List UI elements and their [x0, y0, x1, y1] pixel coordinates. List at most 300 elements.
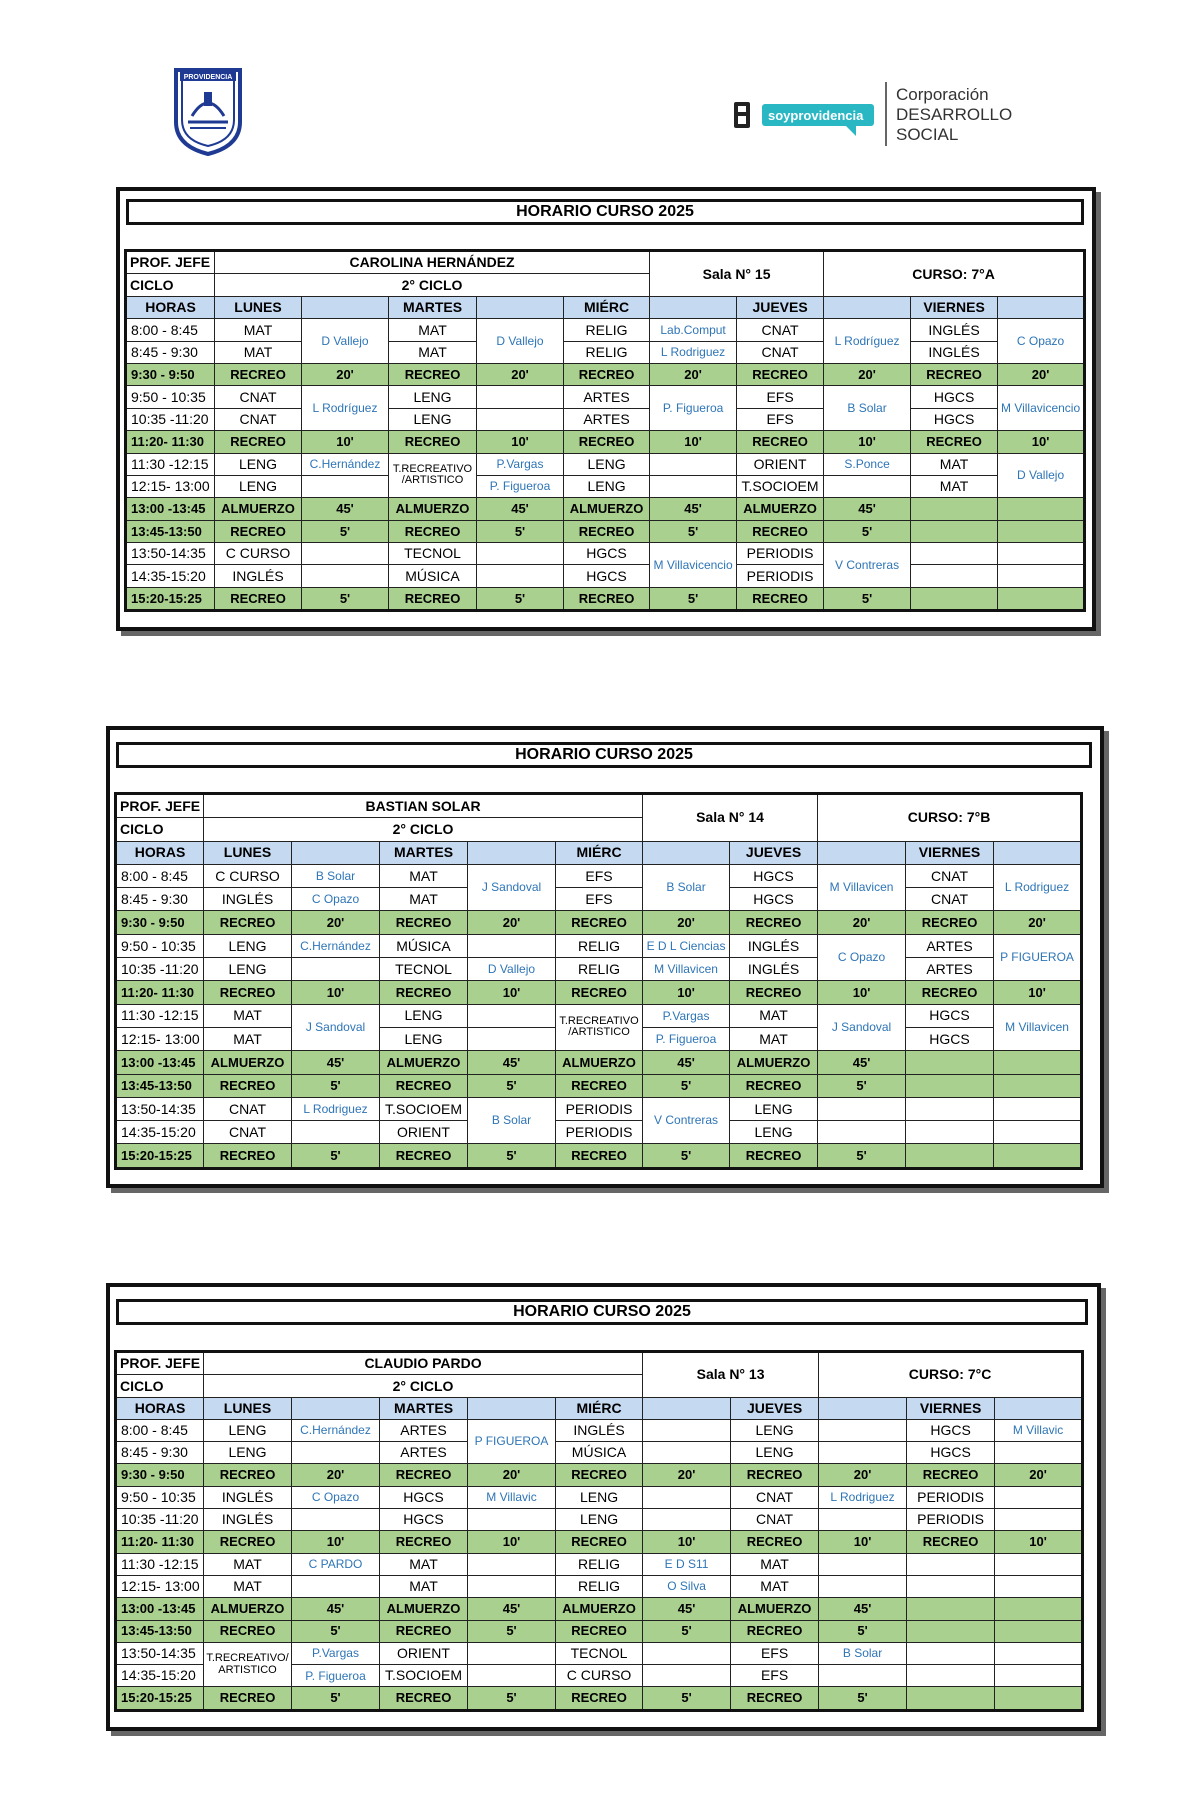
- lunes-cell: RECREO: [204, 911, 292, 934]
- viernes-cell: HGCS: [911, 408, 998, 430]
- mierc-cell: RECREO: [556, 1464, 643, 1486]
- header-mierc-prof: [643, 841, 730, 864]
- header-lunes: LUNES: [204, 841, 292, 864]
- jueves-cell: CNAT: [737, 341, 824, 363]
- header-mierc: MIÉRC: [556, 1397, 643, 1419]
- lunes-cell: CNAT: [204, 1121, 292, 1144]
- header-mierc-prof: [643, 1397, 731, 1419]
- viernes-cell: [907, 1575, 995, 1597]
- viernes-prof-cell: 20': [994, 911, 1082, 934]
- header-mierc: MIÉRC: [556, 841, 643, 864]
- lunes-prof-cell: 10': [292, 981, 380, 1004]
- mierc-prof-cell: P. Figueroa: [650, 386, 737, 431]
- jueves-prof-cell: L Rodriguez: [819, 1486, 907, 1508]
- horas-cell: 11:20- 11:30: [116, 981, 204, 1004]
- martes-prof-cell: 20': [468, 1464, 556, 1486]
- jueves-cell: ALMUERZO: [730, 1051, 818, 1074]
- martes-prof-cell: [477, 543, 564, 565]
- viernes-cell: MAT: [911, 453, 998, 475]
- curso-name: CURSO: 7°B: [818, 794, 1082, 842]
- martes-prof-cell: 10': [477, 431, 564, 453]
- martes-prof-cell: [468, 1509, 556, 1531]
- lunes-cell: LENG: [204, 934, 292, 957]
- schedule-row: [126, 453, 1085, 475]
- viernes-cell: HGCS: [911, 386, 998, 408]
- prof-jefe-row: [116, 794, 1082, 818]
- jueves-prof-cell: B Solar: [819, 1642, 907, 1664]
- martes-cell: ALMUERZO: [380, 1051, 468, 1074]
- viernes-cell: HGCS: [907, 1442, 995, 1464]
- martes-prof-cell: [477, 565, 564, 587]
- schedule-title: HORARIO CURSO 2025: [116, 1299, 1088, 1325]
- schedule-row: [126, 341, 1085, 363]
- lunes-prof-cell: C.Hernández: [292, 1419, 380, 1441]
- jueves-cell: RECREO: [730, 1144, 818, 1168]
- jueves-prof-cell: L Rodríguez: [824, 319, 911, 364]
- mierc-cell: INGLÉS: [556, 1419, 643, 1441]
- horas-cell: 11:30 -12:15: [116, 1004, 204, 1027]
- viernes-cell: [906, 1097, 994, 1120]
- jueves-cell: EFS: [737, 408, 824, 430]
- jueves-cell: EFS: [731, 1665, 819, 1687]
- horas-cell: 8:45 - 9:30: [116, 1442, 204, 1464]
- jueves-prof-cell: S.Ponce: [824, 453, 911, 475]
- viernes-prof-cell: [998, 587, 1085, 610]
- schedule-row: [126, 431, 1085, 453]
- ciclo-value: 2° CICLO: [204, 1375, 643, 1397]
- viernes-prof-cell: P FIGUEROA: [994, 934, 1082, 981]
- martes-prof-cell: 10': [468, 981, 556, 1004]
- prof-jefe-name: CAROLINA HERNÁNDEZ: [215, 251, 650, 274]
- mierc-cell: RECREO: [556, 1620, 643, 1642]
- schedule-row: [116, 1051, 1082, 1074]
- jueves-prof-cell: [819, 1553, 907, 1575]
- martes-cell: TECNOL: [380, 958, 468, 981]
- mierc-prof-cell: [643, 1419, 731, 1441]
- mierc-prof-cell: 5': [650, 520, 737, 542]
- horas-cell: 13:50-14:35: [116, 1097, 204, 1120]
- mierc-cell: RELIG: [564, 319, 650, 341]
- viernes-prof-cell: 20': [998, 363, 1085, 385]
- mierc-prof-cell: P.Vargas: [643, 1004, 730, 1027]
- martes-prof-cell: [477, 408, 564, 430]
- lunes-cell: RECREO: [204, 1144, 292, 1168]
- viernes-prof-cell: D Vallejo: [998, 453, 1085, 498]
- jueves-prof-cell: 5': [824, 520, 911, 542]
- lunes-cell: RECREO: [204, 1074, 292, 1097]
- sala-number: Sala N° 14: [643, 794, 818, 842]
- corp-line-2: DESARROLLO: [896, 105, 1013, 124]
- martes-cell: RECREO: [389, 431, 477, 453]
- martes-cell: HGCS: [380, 1509, 468, 1531]
- crest-top-text: PROVIDENCIA: [183, 74, 233, 81]
- horas-cell: 12:15- 13:00: [116, 1575, 204, 1597]
- jueves-cell: RECREO: [737, 431, 824, 453]
- schedule-row: [126, 543, 1085, 565]
- martes-cell: HGCS: [380, 1486, 468, 1508]
- jueves-prof-cell: [819, 1575, 907, 1597]
- schedule-row: [116, 1687, 1083, 1710]
- mierc-cell: ARTES: [564, 386, 650, 408]
- schedule-7a: [116, 187, 1096, 631]
- martes-prof-cell: 5': [477, 520, 564, 542]
- martes-prof-cell: 5': [468, 1620, 556, 1642]
- jueves-prof-cell: [818, 1121, 906, 1144]
- header-martes: MARTES: [380, 841, 468, 864]
- martes-prof-cell: [468, 1575, 556, 1597]
- martes-cell: RECREO: [389, 587, 477, 610]
- ciclo-label: CICLO: [126, 274, 215, 296]
- viernes-prof-cell: [995, 1486, 1083, 1508]
- viernes-prof-cell: [994, 1121, 1082, 1144]
- jueves-cell: CNAT: [737, 319, 824, 341]
- lunes-prof-cell: [292, 1442, 380, 1464]
- jueves-prof-cell: [819, 1665, 907, 1687]
- lunes-prof-cell: 20': [292, 911, 380, 934]
- martes-cell: RECREO: [380, 1687, 468, 1710]
- lunes-cell: ALMUERZO: [215, 498, 302, 520]
- header-horas: HORAS: [126, 296, 215, 318]
- martes-cell: MAT: [380, 1575, 468, 1597]
- jueves-prof-cell: B Solar: [824, 386, 911, 431]
- lunes-prof-cell: L Rodríguez: [302, 386, 389, 431]
- martes-cell: RECREO: [389, 520, 477, 542]
- lunes-cell: RECREO: [204, 1464, 292, 1486]
- mierc-cell: C CURSO: [556, 1665, 643, 1687]
- mierc-prof-cell: 5': [643, 1687, 731, 1710]
- jueves-cell: RECREO: [731, 1531, 819, 1553]
- header-jueves-prof: [819, 1397, 907, 1419]
- mierc-cell: T.RECREATIVO /ARTISTICO: [556, 1004, 643, 1051]
- viernes-cell: PERIODIS: [907, 1509, 995, 1531]
- mierc-cell: RELIG: [556, 1553, 643, 1575]
- lunes-cell: CNAT: [204, 1097, 292, 1120]
- lunes-prof-cell: C Opazo: [292, 888, 380, 911]
- prof-jefe-name: BASTIAN SOLAR: [204, 794, 643, 818]
- mierc-prof-cell: [643, 1642, 731, 1664]
- jueves-cell: PERIODIS: [737, 565, 824, 587]
- lunes-cell: MAT: [215, 319, 302, 341]
- martes-cell: LENG: [389, 408, 477, 430]
- prof-jefe-name: CLAUDIO PARDO: [204, 1352, 643, 1375]
- jueves-cell: RECREO: [730, 911, 818, 934]
- schedule-7c: [106, 1283, 1101, 1731]
- viernes-cell: RECREO: [906, 911, 994, 934]
- jueves-prof-cell: 10': [824, 431, 911, 453]
- header-martes-prof: [477, 296, 564, 318]
- header-jueves: JUEVES: [737, 296, 824, 318]
- schedule-row: [126, 386, 1085, 408]
- viernes-prof-cell: 10': [994, 981, 1082, 1004]
- lunes-prof-cell: C.Hernández: [302, 453, 389, 475]
- lunes-prof-cell: 5': [292, 1144, 380, 1168]
- schedule-table: [114, 1350, 1084, 1712]
- viernes-prof-cell: C Opazo: [998, 319, 1085, 364]
- schedule-row: [116, 1486, 1083, 1508]
- martes-prof-cell: [468, 1665, 556, 1687]
- jueves-cell: RECREO: [737, 587, 824, 610]
- horas-cell: 10:35 -11:20: [116, 1509, 204, 1531]
- viernes-cell: [911, 498, 998, 520]
- jueves-prof-cell: 20': [819, 1464, 907, 1486]
- lunes-prof-cell: C Opazo: [292, 1486, 380, 1508]
- corp-line-3: SOCIAL: [896, 125, 959, 144]
- jueves-prof-cell: [818, 1097, 906, 1120]
- lunes-cell: INGLÉS: [204, 888, 292, 911]
- horas-cell: 14:35-15:20: [116, 1121, 204, 1144]
- corp-line-1: Corporación: [896, 85, 989, 104]
- header-lunes: LUNES: [215, 296, 302, 318]
- viernes-cell: CNAT: [906, 864, 994, 887]
- lunes-prof-cell: [292, 1121, 380, 1144]
- horas-cell: 15:20-15:25: [116, 1687, 204, 1710]
- viernes-prof-cell: [995, 1642, 1083, 1664]
- header-jueves: JUEVES: [731, 1397, 819, 1419]
- martes-cell: MAT: [380, 864, 468, 887]
- schedule-row: [116, 1553, 1083, 1575]
- martes-prof-cell: 5': [477, 587, 564, 610]
- jueves-prof-cell: V Contreras: [824, 543, 911, 588]
- mierc-prof-cell: 5': [643, 1620, 731, 1642]
- martes-prof-cell: [477, 386, 564, 408]
- jueves-cell: CNAT: [731, 1486, 819, 1508]
- martes-prof-cell: 5': [468, 1687, 556, 1710]
- mierc-prof-cell: M Villavicen: [643, 958, 730, 981]
- viernes-prof-cell: [995, 1442, 1083, 1464]
- lunes-cell: INGLÉS: [215, 565, 302, 587]
- lunes-cell: C CURSO: [204, 864, 292, 887]
- day-header-row: [116, 841, 1082, 864]
- martes-cell: MÚSICA: [380, 934, 468, 957]
- viernes-cell: MAT: [911, 475, 998, 497]
- viernes-prof-cell: [995, 1687, 1083, 1710]
- schedule-row: [126, 587, 1085, 610]
- lunes-cell: INGLÉS: [204, 1486, 292, 1508]
- jueves-prof-cell: 45': [818, 1051, 906, 1074]
- mierc-cell: LENG: [564, 475, 650, 497]
- horas-cell: 11:20- 11:30: [116, 1531, 204, 1553]
- martes-prof-cell: 45': [477, 498, 564, 520]
- jueves-cell: LENG: [730, 1121, 818, 1144]
- mierc-prof-cell: [643, 1509, 731, 1531]
- lunes-prof-cell: J Sandoval: [292, 1004, 380, 1051]
- viernes-prof-cell: 10': [995, 1531, 1083, 1553]
- schedule-row: [116, 1121, 1082, 1144]
- mierc-cell: PERIODIS: [556, 1097, 643, 1120]
- schedule-row: [116, 1419, 1083, 1441]
- lunes-cell: RECREO: [215, 587, 302, 610]
- martes-prof-cell: [468, 1553, 556, 1575]
- viernes-prof-cell: [998, 543, 1085, 565]
- horas-cell: 13:50-14:35: [126, 543, 215, 565]
- lunes-cell: ALMUERZO: [204, 1051, 292, 1074]
- mierc-prof-cell: [643, 1442, 731, 1464]
- corporacion-logos: [728, 80, 1018, 150]
- horas-cell: 8:45 - 9:30: [126, 341, 215, 363]
- mierc-cell: RELIG: [556, 958, 643, 981]
- horas-cell: 9:50 - 10:35: [116, 934, 204, 957]
- prof-jefe-row: [126, 251, 1085, 274]
- martes-cell: MAT: [380, 1553, 468, 1575]
- lunes-prof-cell: 5': [302, 587, 389, 610]
- mierc-prof-cell: 20': [643, 1464, 731, 1486]
- schedule-row: [126, 498, 1085, 520]
- viernes-prof-cell: [995, 1665, 1083, 1687]
- mierc-prof-cell: M Villavicencio: [650, 543, 737, 588]
- viernes-cell: INGLÉS: [911, 341, 998, 363]
- viernes-prof-cell: [995, 1620, 1083, 1642]
- header-viernes-prof: [995, 1397, 1083, 1419]
- lunes-prof-cell: 5': [302, 520, 389, 542]
- jueves-prof-cell: [819, 1442, 907, 1464]
- jueves-cell: ALMUERZO: [731, 1598, 819, 1620]
- viernes-cell: [906, 1144, 994, 1168]
- schedule-row: [116, 1074, 1082, 1097]
- curso-name: CURSO: 7°C: [819, 1352, 1083, 1398]
- horas-cell: 9:50 - 10:35: [116, 1486, 204, 1508]
- martes-prof-cell: [468, 934, 556, 957]
- martes-cell: RECREO: [389, 363, 477, 385]
- lunes-cell: MAT: [204, 1027, 292, 1050]
- mierc-cell: LENG: [564, 453, 650, 475]
- jueves-cell: RECREO: [731, 1620, 819, 1642]
- mierc-prof-cell: [650, 475, 737, 497]
- horas-cell: 8:00 - 8:45: [116, 1419, 204, 1441]
- martes-prof-cell: [468, 1004, 556, 1027]
- mierc-cell: RELIG: [564, 341, 650, 363]
- viernes-prof-cell: M Villavicen: [994, 1004, 1082, 1051]
- lunes-cell: INGLÉS: [204, 1509, 292, 1531]
- lunes-prof-cell: P. Figueroa: [292, 1665, 380, 1687]
- viernes-cell: HGCS: [907, 1419, 995, 1441]
- jueves-cell: EFS: [731, 1642, 819, 1664]
- viernes-prof-cell: 10': [998, 431, 1085, 453]
- lunes-prof-cell: 20': [292, 1464, 380, 1486]
- horas-cell: 13:45-13:50: [116, 1620, 204, 1642]
- viernes-cell: [906, 1074, 994, 1097]
- jueves-cell: T.SOCIOEM: [737, 475, 824, 497]
- header-horas: HORAS: [116, 841, 204, 864]
- lunes-prof-cell: 45': [292, 1598, 380, 1620]
- schedule-row: [126, 520, 1085, 542]
- horas-cell: 12:15- 13:00: [126, 475, 215, 497]
- schedule-row: [116, 1642, 1083, 1664]
- header-viernes: VIERNES: [911, 296, 998, 318]
- jueves-prof-cell: M Villavicen: [818, 864, 906, 911]
- martes-cell: LENG: [380, 1027, 468, 1050]
- lunes-prof-cell: D Vallejo: [302, 319, 389, 364]
- martes-cell: MÚSICA: [389, 565, 477, 587]
- day-header-row: [116, 1397, 1083, 1419]
- header-jueves-prof: [818, 841, 906, 864]
- horas-cell: 9:50 - 10:35: [126, 386, 215, 408]
- martes-cell: T.SOCIOEM: [380, 1097, 468, 1120]
- viernes-prof-cell: M Villavicencio: [998, 386, 1085, 431]
- lunes-prof-cell: L Rodriguez: [292, 1097, 380, 1120]
- header-viernes: VIERNES: [907, 1397, 995, 1419]
- jueves-cell: LENG: [731, 1442, 819, 1464]
- header-viernes-prof: [998, 296, 1085, 318]
- header-mierc: MIÉRC: [564, 296, 650, 318]
- mierc-cell: ALMUERZO: [556, 1598, 643, 1620]
- lunes-prof-cell: [302, 565, 389, 587]
- jueves-cell: HGCS: [730, 888, 818, 911]
- mierc-cell: LENG: [556, 1509, 643, 1531]
- mierc-cell: EFS: [556, 864, 643, 887]
- martes-prof-cell: 45': [468, 1051, 556, 1074]
- ciclo-label: CICLO: [116, 1375, 204, 1397]
- header-viernes: VIERNES: [906, 841, 994, 864]
- lunes-prof-cell: [292, 958, 380, 981]
- jueves-cell: RECREO: [737, 363, 824, 385]
- lunes-cell: C CURSO: [215, 543, 302, 565]
- lunes-cell: MAT: [215, 341, 302, 363]
- header-lunes-prof: [292, 1397, 380, 1419]
- schedule-7b: [106, 726, 1104, 1188]
- day-header-row: [126, 296, 1085, 318]
- schedule-row: [116, 1598, 1083, 1620]
- horas-cell: 10:35 -11:20: [126, 408, 215, 430]
- prof-jefe-label: PROF. JEFE: [116, 794, 204, 818]
- martes-cell: RECREO: [380, 911, 468, 934]
- mierc-cell: RECREO: [564, 363, 650, 385]
- mierc-prof-cell: 5': [650, 587, 737, 610]
- ciclo-value: 2° CICLO: [204, 818, 643, 841]
- martes-prof-cell: B Solar: [468, 1097, 556, 1144]
- horas-cell: 13:00 -13:45: [116, 1051, 204, 1074]
- martes-cell: LENG: [389, 386, 477, 408]
- mierc-prof-cell: 5': [643, 1144, 730, 1168]
- martes-prof-cell: 45': [468, 1598, 556, 1620]
- schedule-table: [124, 249, 1086, 612]
- martes-prof-cell: 5': [468, 1074, 556, 1097]
- martes-prof-cell: 20': [468, 911, 556, 934]
- viernes-cell: [907, 1598, 995, 1620]
- lunes-cell: CNAT: [215, 386, 302, 408]
- mierc-cell: RECREO: [564, 587, 650, 610]
- martes-cell: MAT: [389, 341, 477, 363]
- martes-prof-cell: P FIGUEROA: [468, 1419, 556, 1464]
- mierc-cell: EFS: [556, 888, 643, 911]
- mierc-prof-cell: L Rodriguez: [650, 341, 737, 363]
- schedule-row: [116, 864, 1082, 887]
- lunes-cell: RECREO: [204, 1531, 292, 1553]
- header-jueves-prof: [824, 296, 911, 318]
- schedule-row: [116, 1509, 1083, 1531]
- viernes-cell: [907, 1687, 995, 1710]
- lunes-prof-cell: [302, 543, 389, 565]
- lunes-cell: RECREO: [215, 520, 302, 542]
- jueves-cell: RECREO: [731, 1687, 819, 1710]
- mierc-prof-cell: 10': [643, 1531, 731, 1553]
- sala-number: Sala N° 13: [643, 1352, 819, 1398]
- lunes-cell: LENG: [204, 1419, 292, 1441]
- martes-cell: RECREO: [380, 1620, 468, 1642]
- soyprovidencia-text: soyprovidencia: [768, 108, 864, 123]
- viernes-prof-cell: [994, 1097, 1082, 1120]
- header-lunes-prof: [292, 841, 380, 864]
- martes-cell: T.RECREATIVO /ARTISTICO: [389, 453, 477, 498]
- schedule-row: [116, 911, 1082, 934]
- martes-prof-cell: 10': [468, 1531, 556, 1553]
- viernes-prof-cell: [994, 1051, 1082, 1074]
- horas-cell: 12:15- 13:00: [116, 1027, 204, 1050]
- horas-cell: 13:00 -13:45: [116, 1598, 204, 1620]
- mierc-prof-cell: [650, 453, 737, 475]
- jueves-cell: INGLÉS: [730, 958, 818, 981]
- martes-cell: ORIENT: [380, 1642, 468, 1664]
- lunes-cell: RECREO: [204, 1687, 292, 1710]
